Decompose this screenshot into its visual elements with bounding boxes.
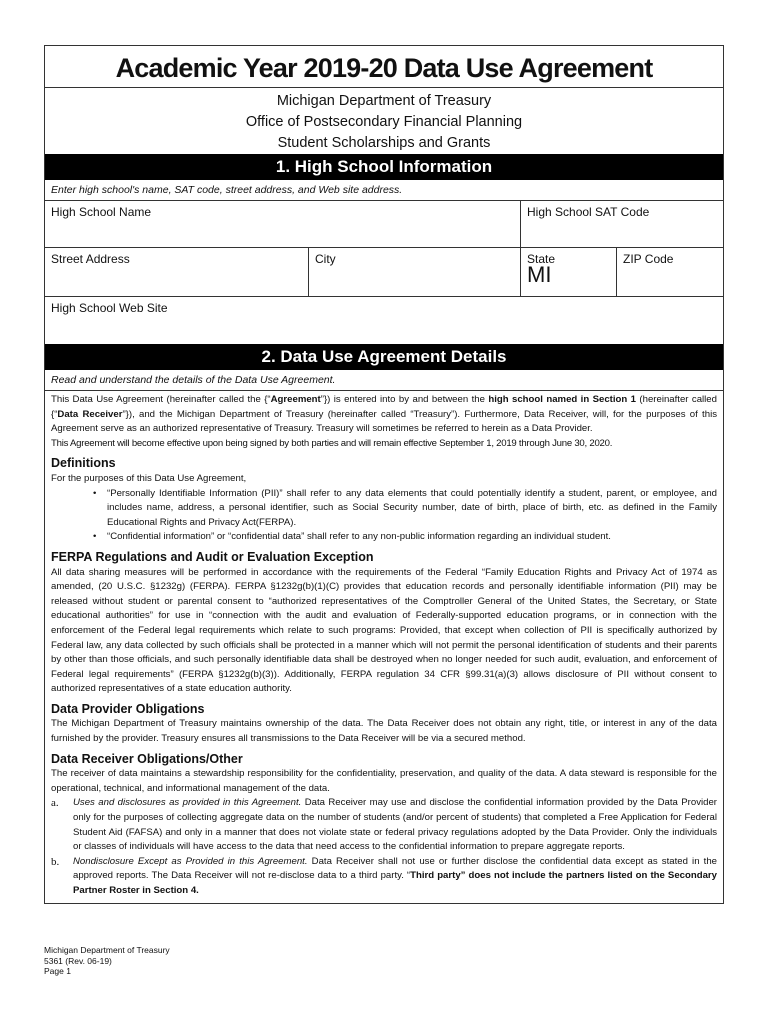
definitions-lead: For the purposes of this Data Use Agreement, xyxy=(51,472,247,484)
item-b-body: Data Receiver shall not use or further disclose the confidential data except as stated in the approved reports. The Data Receiver will not re-disclose data to a third party. “ xyxy=(73,855,717,882)
state-label: State xyxy=(527,252,556,266)
section-1-instruction: Enter high school's name, SAT code, street address, and Web site address. xyxy=(45,180,723,201)
page-footer xyxy=(44,945,170,977)
street-address-label: Street Address xyxy=(51,252,130,266)
city-field[interactable] xyxy=(309,248,521,296)
intro-term-high-school: high school named in Section 1 xyxy=(488,394,637,405)
footer-page-number: Page 1 xyxy=(44,966,71,976)
website-field[interactable] xyxy=(45,297,723,335)
provider-heading: Data Provider Obligations xyxy=(51,701,205,716)
list-marker-b: b. xyxy=(51,855,60,868)
list-item xyxy=(51,855,717,899)
item-b-bold: Third party” does not include the partners listed on the Secondary Partner Roster in Section 4. xyxy=(73,870,717,896)
form-page xyxy=(44,45,724,904)
effective-date-paragraph: This Agreement will become effective upon being signed by both parties and will remain effective September 1, 2019 through June 30, 2020. xyxy=(51,437,613,449)
city-label: City xyxy=(315,252,336,266)
spacer xyxy=(45,335,723,344)
school-name-row xyxy=(45,201,723,248)
intro-paragraph xyxy=(51,393,717,437)
ferpa-paragraph: All data sharing measures will be performed in accordance with the requirements of the Federal “Family Education Rights and Privacy Act of 1974 as amended, (20 U.S.C. §1232g) (FERPA). FERPA §1232g(b)(1)(C) provides that education records and personally identifiable information (PII) may be released without student or parental consent to “authorized representatives of the Comptroller General of the United States, the Secretary, or State educational authorities” for use in “connection with the audit and evaluation of Federally-supported education programs, or in connection with the enforcement of the Federal legal requirements which relate to such programs: Provided, that except when collection of PII is specifically authorized by Federal law, any data collected by such officials shall be protected in a manner which will not permit the personal identification of students and their parents by other than those officials, and such personally identifiable data shall be destroyed when no longer needed for such audit, evaluation, and enforcement of Federal legal requirements” (FERPA §1232g(b)(3)). Additionally, FERPA regulation 34 CFR §99.31(a)(3) allows disclosure of PII without consent to authorized representatives of a state education authority. xyxy=(51,566,717,695)
agency-block xyxy=(45,88,723,154)
section-2-heading: 2. Data Use Agreement Details xyxy=(45,344,723,370)
footer-form-number: 5361 (Rev. 06-19) xyxy=(44,955,112,966)
agency-line-3: Student Scholarships and Grants xyxy=(277,135,491,151)
receiver-paragraph: The receiver of data maintains a stewardship responsibility for the confidentiality, preservation, and quality of the data. A data steward is responsible for the operational, technical, and informational management of the data. xyxy=(51,768,717,794)
list-item xyxy=(51,796,717,854)
street-address-field[interactable] xyxy=(45,248,309,296)
state-field[interactable] xyxy=(521,248,617,296)
definitions-heading: Definitions xyxy=(51,456,116,471)
form-title: Academic Year 2019-20 Data Use Agreement xyxy=(45,46,723,88)
ferpa-heading: FERPA Regulations and Audit or Evaluation Exception xyxy=(51,549,374,564)
zip-code-field[interactable] xyxy=(617,248,723,296)
receiver-obligations-list xyxy=(51,796,717,898)
school-name-label: High School Name xyxy=(51,205,152,219)
item-a-body: Data Receiver may use and disclose the confidential information provided by the Data Provider only for the purposes of collecting aggregate data on the number of students (and/or percent of students) that completed a Free Application for Federal Student Aid (FAFSA) and only in a manner that does not violate state or federal privacy regulations adopted by the Data Provider. Only the individuals or classes of individuals will have access to the data that need access to the confidential information to prepare aggregate reports. xyxy=(73,797,717,853)
zip-code-label: ZIP Code xyxy=(623,252,674,266)
state-value: MI xyxy=(527,262,552,287)
sat-code-field[interactable] xyxy=(521,201,723,247)
footer-agency: Michigan Department of Treasury xyxy=(44,945,170,955)
intro-text-4: ”}), and the Michigan Department of Treasury (hereinafter called “Treasury”). Furthermore, Data Receiver, will, for the purposes of this Agreement serve as an authorized representative of Treasury. Treasury will sometimes be referred to herein as a Data Provider. xyxy=(51,408,717,435)
section-1-heading: 1. High School Information xyxy=(45,154,723,180)
definition-item-confidential: • “Confidential information” or “confidential data” shall refer to any non-public information regarding an individual student. xyxy=(93,530,717,545)
website-row xyxy=(45,297,723,335)
list-marker-a: a. xyxy=(51,797,59,810)
provider-paragraph: The Michigan Department of Treasury maintains ownership of the data. The Data Receiver does not obtain any right, title, or interest in any of the data furnished by the provider. Treasury ensures all transmissions to the Data Receiver will be via a secured method. xyxy=(51,718,717,745)
item-a-title: Uses and disclosures as provided in this Agreement. xyxy=(73,797,302,809)
section-2-instruction: Read and understand the details of the Data Use Agreement. xyxy=(45,370,723,391)
agency-line-2: Office of Postsecondary Financial Planning xyxy=(245,114,523,130)
intro-text-3: (hereinafter called {“ xyxy=(51,394,717,420)
intro-term-agreement: Agreement xyxy=(270,394,321,405)
school-name-field[interactable] xyxy=(45,201,521,247)
definition-item-pii: • “Personally Identifiable Information (PII)” shall refer to any data elements that could potentially identify a student, parent, or employee, and includes name, address, a personal identifier, such as Social Security number, date of birth, place of birth, etc. as defined in the Family Educational Rights and Privacy Act(FERPA). xyxy=(93,487,717,531)
website-label: High School Web Site xyxy=(51,301,168,315)
intro-text-2: ”}) is entered into by and between the xyxy=(320,394,489,405)
receiver-heading: Data Receiver Obligations/Other xyxy=(51,751,243,766)
intro-term-data-receiver: Data Receiver xyxy=(57,408,123,420)
sat-code-label: High School SAT Code xyxy=(527,205,650,219)
agency-line-1: Michigan Department of Treasury xyxy=(276,93,492,109)
address-row xyxy=(45,248,723,297)
list-text-a xyxy=(73,796,717,854)
form-frame xyxy=(44,45,724,904)
intro-text-1: This Data Use Agreement (hereinafter called the {“ xyxy=(51,394,271,405)
agreement-body xyxy=(45,391,723,903)
list-text-b xyxy=(73,855,717,899)
definitions-list xyxy=(51,487,717,545)
item-b-title: Nondisclosure Except as Provided in this Agreement. xyxy=(73,855,308,867)
